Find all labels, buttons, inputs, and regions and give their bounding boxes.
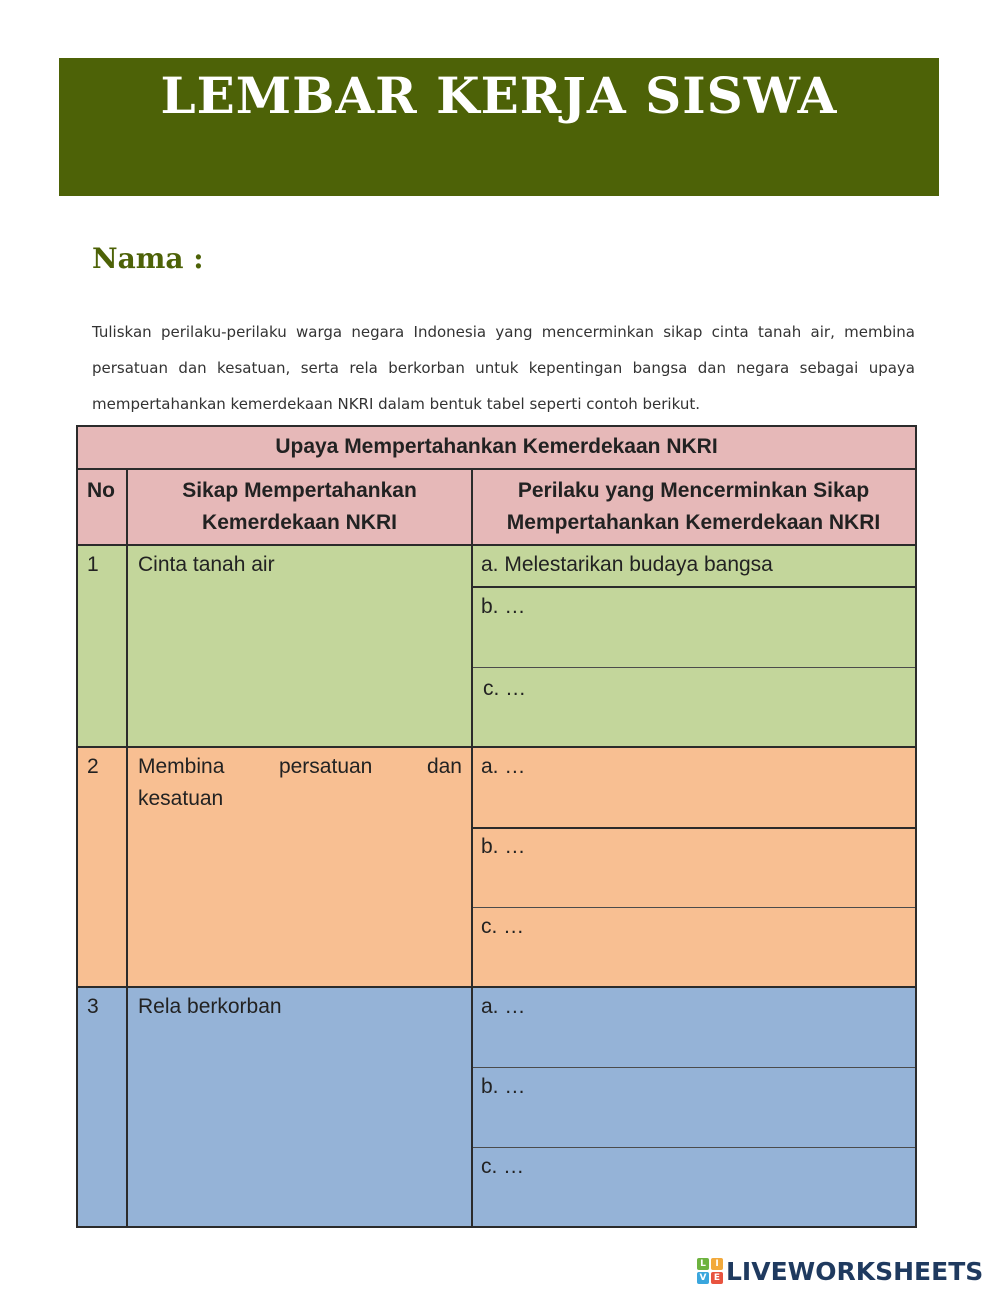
logo-letter-v: V bbox=[697, 1272, 709, 1284]
row1-item-a-text: a. Melestarikan budaya bangsa bbox=[481, 553, 773, 576]
row3-item-c[interactable] bbox=[472, 1147, 915, 1226]
row1-no-cell bbox=[78, 545, 127, 747]
row3-no: 3 bbox=[87, 995, 99, 1018]
header-perilaku-line2: Mempertahankan Kemerdekaan NKRI bbox=[506, 511, 881, 534]
row2-no: 2 bbox=[87, 755, 99, 778]
table-divider bbox=[472, 907, 915, 908]
row2-item-b[interactable] bbox=[472, 827, 915, 907]
header-no: No bbox=[87, 479, 115, 502]
row2-item-c[interactable] bbox=[472, 907, 915, 987]
row3-item-b-text: b. … bbox=[481, 1075, 526, 1098]
liveworksheets-logo bbox=[697, 1254, 983, 1288]
row1-item-b[interactable] bbox=[472, 587, 915, 667]
row3-sikap: Rela berkorban bbox=[138, 995, 282, 1018]
instructions-paragraph: Tuliskan perilaku-perilaku warga negara Indonesia yang mencerminkan sikap cinta tanah air, membina persatuan dan kesatuan, serta rela berkorban untuk kepentingan bangsa dan negara sebagai upaya mempertahankan kemerdekaan NKRI dalam bentuk tabel seperti contoh berikut. bbox=[92, 323, 915, 413]
page-title: LEMBAR KERJA SISWA bbox=[160, 66, 838, 125]
row3-item-a-text: a. … bbox=[481, 995, 526, 1018]
table-divider bbox=[78, 986, 915, 988]
row3-item-c-text: c. … bbox=[481, 1155, 525, 1178]
row2-item-a-text: a. … bbox=[481, 755, 526, 778]
row3-item-a[interactable] bbox=[472, 987, 915, 1067]
table-divider bbox=[78, 544, 915, 546]
row1-no: 1 bbox=[87, 553, 99, 576]
header-sikap-line2: Kemerdekaan NKRI bbox=[202, 511, 397, 534]
row1-item-b-text: b. … bbox=[481, 595, 526, 618]
header-no-cell bbox=[78, 469, 127, 545]
row2-item-a[interactable] bbox=[472, 747, 915, 827]
row2-sikap-line2: kesatuan bbox=[138, 787, 224, 810]
table-title-cell bbox=[78, 427, 915, 469]
row3-no-cell bbox=[78, 987, 127, 1226]
table-divider bbox=[472, 586, 915, 588]
name-label: Nama : bbox=[92, 242, 204, 275]
logo-mark bbox=[697, 1258, 723, 1284]
row1-sikap-cell bbox=[127, 545, 472, 747]
row1-item-c[interactable] bbox=[472, 667, 915, 747]
row2-item-b-text: b. … bbox=[481, 835, 526, 858]
row2-sikap-line1 bbox=[138, 755, 462, 779]
row1-item-a[interactable] bbox=[472, 545, 915, 587]
header-perilaku-line1: Perilaku yang Mencerminkan Sikap bbox=[517, 479, 870, 502]
table-divider bbox=[78, 468, 915, 470]
row1-sikap: Cinta tanah air bbox=[138, 553, 275, 576]
table-divider bbox=[126, 469, 128, 1226]
row2-sikap-word2: persatuan bbox=[278, 755, 373, 778]
table-title: Upaya Mempertahankan Kemerdekaan NKRI bbox=[275, 435, 718, 458]
table-divider bbox=[472, 1067, 915, 1068]
table-divider bbox=[78, 746, 915, 748]
row3-item-b[interactable] bbox=[472, 1067, 915, 1147]
logo-letter-i: I bbox=[711, 1258, 723, 1270]
logo-letter-e: E bbox=[711, 1272, 723, 1284]
logo-letter-l: L bbox=[697, 1258, 709, 1270]
row2-item-c-text: c. … bbox=[481, 915, 525, 938]
row2-sikap-word1: Membina bbox=[138, 755, 225, 778]
logo-text: LIVEWORKSHEETS bbox=[726, 1256, 984, 1286]
row2-sikap-cell bbox=[127, 747, 472, 987]
row2-sikap-word3: dan bbox=[426, 755, 462, 778]
row1-item-c-text: c. … bbox=[483, 677, 527, 700]
table-divider bbox=[472, 667, 915, 668]
table-divider bbox=[471, 469, 473, 1226]
header-perilaku-cell bbox=[472, 469, 915, 545]
header-sikap-line1: Sikap Mempertahankan bbox=[182, 479, 417, 502]
worksheet-table bbox=[76, 425, 917, 1228]
table-divider bbox=[472, 827, 915, 829]
row3-sikap-cell bbox=[127, 987, 472, 1226]
title-banner bbox=[59, 58, 939, 196]
table-divider bbox=[472, 1147, 915, 1148]
header-sikap-cell bbox=[127, 469, 472, 545]
row2-no-cell bbox=[78, 747, 127, 987]
